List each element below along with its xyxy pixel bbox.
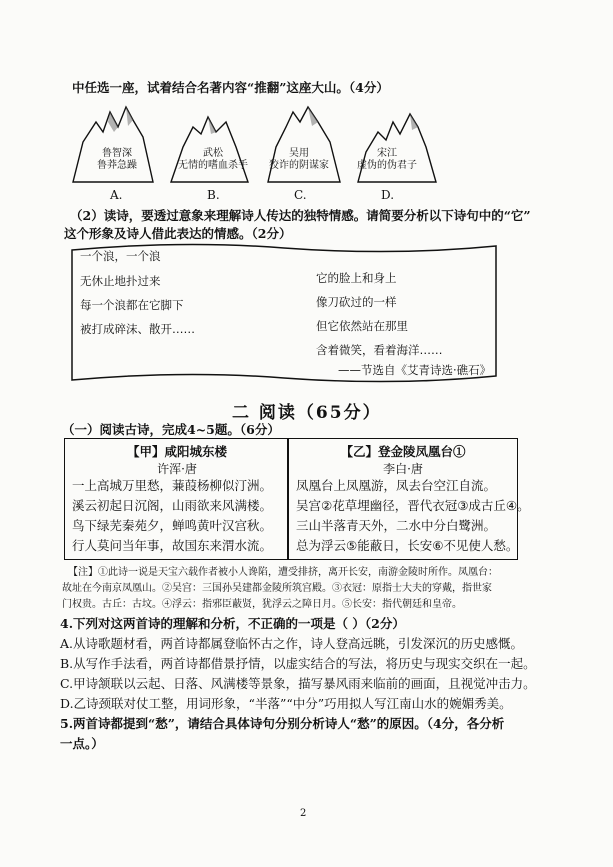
- q4-option-a[interactable]: A.从诗歌题材看，两首诗都属登临怀古之作，诗人登高远眺，引发深沉的历史感慨。: [60, 636, 524, 651]
- mountain-c-label: [254, 148, 344, 172]
- mountain-c-trait: 狡诈的阴谋家: [269, 160, 329, 171]
- option-c[interactable]: C.: [294, 188, 307, 202]
- poem-line-r4: 含着微笑，看着海洋……: [316, 343, 443, 357]
- poem-b-line3: 三山半落青天外，二水中分白鹭洲。: [296, 518, 497, 533]
- poem-b-line4: 总为浮云⑤能蔽日，长安⑥不见使人愁。: [296, 538, 519, 553]
- section-2-title: 二 阅读（65分）: [232, 403, 382, 423]
- q5-line2: 一点。）: [60, 736, 104, 751]
- poem-a-line1: 一上高城万里愁，蒹葭杨柳似汀洲。: [72, 478, 273, 493]
- poem-line-l1: 一个浪，一个浪: [80, 249, 161, 263]
- poem-a-line3: 鸟下绿芜秦苑夕，蝉鸣黄叶汉宫秋。: [72, 518, 273, 533]
- mountains-figure: [68, 92, 468, 202]
- option-b[interactable]: B.: [207, 188, 220, 202]
- q4-stem: 4.下列对这两首诗的理解和分析，不正确的一项是（ ）（2分）: [60, 616, 405, 631]
- q4-option-b[interactable]: B.从写作手法看，两首诗都借景抒情，以虚实结合的写法，将历史与现实交织在一起。: [60, 656, 536, 671]
- mountain-a-label: [72, 148, 162, 172]
- mountain-a-name: 鲁智深: [102, 148, 132, 159]
- mountain-d-label: [342, 148, 432, 172]
- page-number: 2: [300, 808, 307, 819]
- mountain-a-trait: 鲁莽急躁: [97, 160, 137, 171]
- q5-line1: 5.两首诗都提到“愁”，请结合具体诗句分别分析诗人“愁”的原因。（4分，各分析: [60, 716, 505, 731]
- mountain-b-label: [168, 148, 258, 172]
- poem-line-r2: 像刀砍过的一样: [316, 295, 397, 309]
- q4-option-d[interactable]: D.乙诗颈联对仗工整，用词形象，“半落”“中分”巧用拟人写江南山水的婉媚秀美。: [60, 696, 512, 711]
- poem-b-line2: 吴宫②花草埋幽径，晋代衣冠③成古丘④。: [296, 498, 530, 513]
- mountain-b-trait: 无情的嗜血杀手: [178, 160, 248, 171]
- poem-a-author: 许浑·唐: [157, 462, 197, 476]
- poem-b-title: 【乙】登金陵凤凰台①: [340, 444, 466, 459]
- option-d[interactable]: D.: [381, 188, 395, 202]
- poem-source: ——节选自《艾青诗选·礁石》: [338, 363, 492, 377]
- mountain-d-trait: 虚伪的伪君子: [357, 160, 417, 171]
- poem-line-r1: 它的脸上和身上: [316, 271, 397, 285]
- question-intro: 中任选一座，试着结合名著内容“推翻”这座大山。（4分）: [72, 80, 389, 95]
- poem-line-l4: 被打成碎沫、散开……: [80, 322, 195, 336]
- poem-b-line1: 凤凰台上凤凰游，凤去台空江自流。: [296, 478, 497, 493]
- poem-a-line2: 溪云初起日沉阁，山雨欲来风满楼。: [72, 498, 273, 513]
- poem-a-title: 【甲】咸阳城东楼: [126, 444, 227, 459]
- q4-option-c[interactable]: C.甲诗颔联以云起、日落、风满楼等景象，描写暴风雨来临前的画面，且视觉冲击力。: [60, 676, 536, 691]
- note-line1: 【注】①此诗一说是天宝六载作者被小人谗陷，遭受排挤，离开长安，南游金陵时所作。凤凰台：: [68, 567, 498, 578]
- poem-line-r3: 但它依然站在那里: [316, 319, 408, 333]
- mountain-b-name: 武松: [203, 148, 223, 159]
- mountain-c-name: 吴用: [289, 148, 309, 159]
- poem-a-line4: 行人莫问当年事，故国东来渭水流。: [72, 538, 273, 553]
- note-line3: 门权贵。古丘：古坟。④浮云：指邪臣蔽贤，犹浮云之障日月。⑤长安：指代朝廷和皇帝。: [62, 599, 462, 610]
- mountain-d-name: 宋江: [377, 148, 397, 159]
- option-a[interactable]: A.: [110, 188, 123, 202]
- note-line2: 故址在今南京凤凰山。②吴宫：三国孙吴建都金陵所筑宫殿。③衣冠：原指士大夫的穿戴，指世家: [62, 583, 492, 594]
- q2-line2: 这个形象及诗人借此表达的情感。（2分）: [64, 226, 292, 241]
- q2-line1: （2）读诗，要透过意象来理解诗人传达的独特情感。请简要分析以下诗句中的“它”: [70, 208, 531, 223]
- part-1-title: （一）阅读古诗，完成4~5题。（6分）: [62, 422, 280, 437]
- poem-line-l3: 每一个浪都在它脚下: [80, 298, 184, 312]
- poem-b-author: 李白·唐: [383, 462, 423, 476]
- poem-line-l2: 无休止地扑过来: [80, 274, 161, 288]
